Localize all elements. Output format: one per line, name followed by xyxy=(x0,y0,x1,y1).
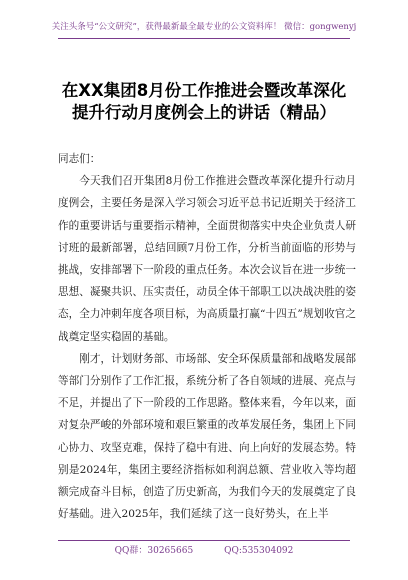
footer-divider xyxy=(58,540,350,541)
document-body xyxy=(58,148,356,525)
footer-contact xyxy=(0,543,408,556)
paragraph-1: 今天我们召开集团8月份工作推进会暨改革深化提升行动月度例会，主要任务是深入学习领会习近平总书记近期关于经济工作的重要讲话与重要指示精神，全面贯彻落实中央企业负责人研讨班的最新部署，总结回顾7月份工作，分析当前面临的形势与挑战，安排部署下一阶段的重点任务。本次会议旨在进一步统一思想、凝聚共识、压实责任，动员全体干部职工以决战决胜的姿态，全力冲刺年度各项目标，为高质量打赢“十四五”规划收官之战奠定坚实稳固的基础。 xyxy=(58,175,356,343)
document-title xyxy=(40,80,368,124)
header-promo-note: 关注头条号“公文研究”，获得最新最全最专业的公文资料库！ 微信：gongwenyj xyxy=(51,22,357,32)
header-divider xyxy=(58,38,350,39)
title-line-1: 在XX集团8月份工作推进会暨改革深化 xyxy=(61,81,347,100)
title-line-2: 提升行动月度例会上的讲话（精品） xyxy=(72,103,336,122)
footer-qq-group: QQ群：30265665 xyxy=(114,546,194,556)
paragraph-2: 刚才，计划财务部、市场部、安全环保质量部和战略发展部等部门分别作了工作汇报，系统分析了各自领域的进展、亮点与不足，并提出了下一阶段的工作思路。整体来看，今年以来，面对复杂严峻的外部环境和艰巨繁重的改革发展任务，集团上下同心协力、攻坚克难，保持了稳中有进、向上向好的发展态势。特别是2024年，集团主要经济指标如利润总额、营业收入等均超额完成奋斗目标，创造了历史新高，为我们今天的发展奠定了良好基础。进入2025年，我们延续了这一良好势头，在上半 xyxy=(58,352,356,521)
salutation: 同志们： xyxy=(58,153,101,165)
footer-qq: QQ:535304092 xyxy=(224,546,294,556)
